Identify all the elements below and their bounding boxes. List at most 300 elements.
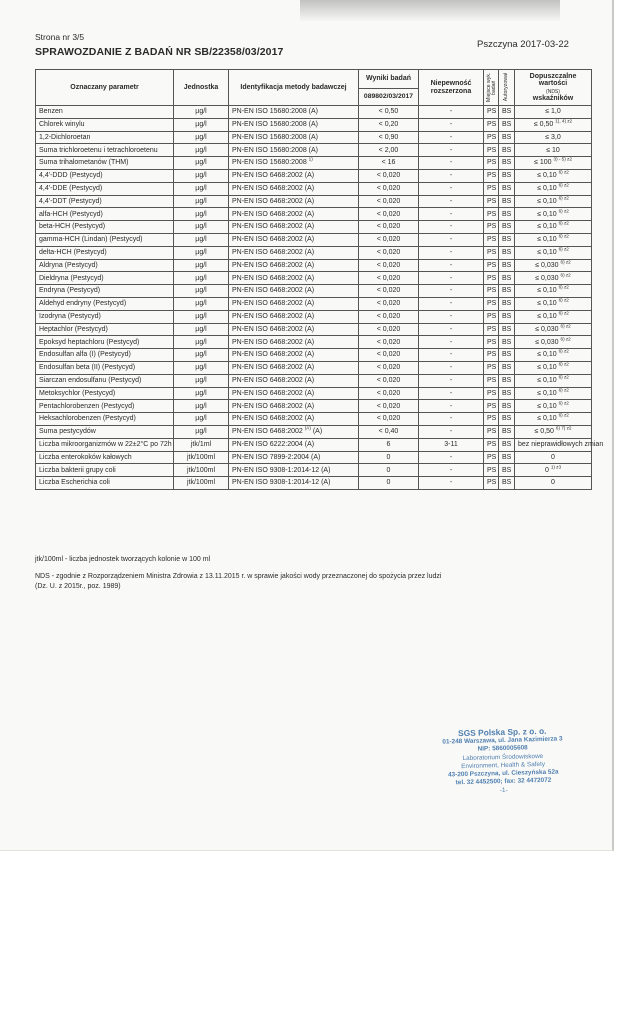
row-place-text: PS	[487, 248, 497, 256]
row-method	[229, 361, 359, 374]
row-auth	[499, 131, 515, 144]
row-nds-note: 6) z2	[560, 272, 571, 278]
row-auth	[499, 246, 515, 259]
row-param-text: gamma-HCH (Lindan) (Pestycyd)	[39, 236, 143, 244]
col-unit: Jednostka	[174, 70, 229, 106]
row-unit	[174, 425, 229, 438]
row-auth-text: BS	[502, 223, 512, 231]
row-unit	[174, 336, 229, 349]
row-nds	[515, 425, 592, 438]
row-auth	[499, 451, 515, 464]
col-auth	[499, 70, 515, 106]
table-row	[36, 323, 592, 336]
row-result	[359, 259, 419, 272]
row-param-text: 1,2-Dichloroetan	[39, 133, 91, 141]
table-row	[36, 413, 592, 426]
row-param	[36, 285, 174, 298]
row-nds	[515, 387, 592, 400]
report-title: SPRAWOZDANIE Z BADAŃ NR SB/22358/03/2017	[35, 46, 284, 58]
row-param	[36, 157, 174, 170]
row-nds	[515, 477, 592, 490]
row-nds-text: ≤ 0,10	[537, 415, 557, 423]
row-nds-note: 6) z2	[558, 246, 569, 252]
row-uncertainty	[419, 208, 484, 221]
row-auth-text: BS	[502, 133, 512, 141]
row-nds	[515, 310, 592, 323]
row-result-text: < 0,90	[378, 133, 399, 141]
row-uncertainty	[419, 259, 484, 272]
row-place	[484, 477, 499, 490]
row-uncertainty	[419, 106, 484, 119]
row-place	[484, 451, 499, 464]
row-result	[359, 131, 419, 144]
row-uncertainty-text: -	[449, 133, 453, 141]
row-uncertainty-text: -	[449, 428, 453, 436]
row-uncertainty-text: -	[449, 248, 453, 256]
table-row	[36, 438, 592, 451]
table-row	[36, 374, 592, 387]
col-parameter: Oznaczany parametr	[36, 70, 174, 106]
col-method: Identyfikacja metody badawczej	[229, 70, 359, 106]
row-result	[359, 451, 419, 464]
row-uncertainty-text: -	[449, 364, 453, 372]
row-unit-text: µg/l	[195, 223, 207, 231]
stamp-dept: Environment, Health & Safety	[461, 760, 546, 770]
row-unit	[174, 221, 229, 234]
row-nds-text: ≤ 0,10	[537, 223, 557, 231]
row-param	[36, 195, 174, 208]
table-row	[36, 208, 592, 221]
row-auth	[499, 259, 515, 272]
row-nds-note: 6) z2	[558, 400, 569, 406]
row-nds-text: ≤ 0,10	[537, 351, 557, 359]
row-auth	[499, 310, 515, 323]
row-unit	[174, 259, 229, 272]
row-method-text: PN-EN ISO 7899-2:2004 (A)	[232, 453, 321, 461]
row-place-text: PS	[487, 312, 497, 320]
row-unit	[174, 451, 229, 464]
row-auth	[499, 169, 515, 182]
row-result-text: < 0,020	[376, 248, 401, 256]
row-uncertainty	[419, 400, 484, 413]
row-nds-note: 6) 7) z2	[555, 425, 572, 431]
row-place-text: PS	[487, 389, 497, 397]
row-unit-text: µg/l	[195, 364, 207, 372]
row-unit-text: µg/l	[195, 312, 207, 320]
row-param-text: Liczba enterokoków kałowych	[39, 453, 132, 461]
row-auth-text: BS	[502, 248, 512, 256]
col-sample-id: 089802/03/2017	[359, 89, 419, 106]
row-place	[484, 195, 499, 208]
row-method	[229, 349, 359, 362]
table-row	[36, 118, 592, 131]
row-place-text: PS	[487, 376, 497, 384]
row-nds-text: ≤ 3,0	[545, 133, 561, 141]
row-nds	[515, 195, 592, 208]
row-unit	[174, 374, 229, 387]
row-result-text: 0	[386, 479, 391, 487]
row-uncertainty	[419, 233, 484, 246]
row-unit-text: µg/l	[195, 376, 207, 384]
row-method-text: PN-EN ISO 9308-1:2014-12 (A)	[232, 479, 331, 487]
table-row	[36, 349, 592, 362]
row-method-text: PN-EN ISO 6468:2002 (A)	[232, 172, 315, 180]
row-result-text: < 0,020	[376, 376, 401, 384]
row-uncertainty-text: -	[449, 338, 453, 346]
table-row	[36, 285, 592, 298]
row-param-text: Endryna (Pestycyd)	[39, 287, 101, 295]
row-auth	[499, 425, 515, 438]
row-method-text: PN-EN ISO 6468:2002 (A)	[232, 402, 315, 410]
row-auth-text: BS	[502, 108, 512, 116]
table-row	[36, 451, 592, 464]
row-result	[359, 310, 419, 323]
row-result	[359, 361, 419, 374]
row-unit	[174, 310, 229, 323]
row-nds	[515, 221, 592, 234]
row-place	[484, 131, 499, 144]
row-param	[36, 374, 174, 387]
row-nds	[515, 413, 592, 426]
row-uncertainty-text: -	[449, 197, 453, 205]
row-nds-note: 6) z2	[558, 361, 569, 367]
row-param	[36, 131, 174, 144]
row-auth-text: BS	[502, 351, 512, 359]
table-header-row	[36, 70, 592, 89]
page-number: Strona nr 3/5	[35, 32, 85, 42]
row-result-text: < 0,40	[378, 428, 399, 436]
row-method	[229, 400, 359, 413]
row-uncertainty	[419, 182, 484, 195]
row-auth	[499, 349, 515, 362]
row-auth	[499, 361, 515, 374]
row-method	[229, 323, 359, 336]
row-result	[359, 246, 419, 259]
row-param-text: alfa-HCH (Pestycyd)	[39, 210, 103, 218]
row-result	[359, 413, 419, 426]
row-nds-text: ≤ 0,10	[537, 300, 557, 308]
row-uncertainty	[419, 272, 484, 285]
row-param	[36, 272, 174, 285]
table-row	[36, 259, 592, 272]
row-result	[359, 374, 419, 387]
row-place	[484, 413, 499, 426]
row-place	[484, 221, 499, 234]
row-method-text: PN-EN ISO 6468:2002 (A)	[232, 210, 315, 218]
row-result-text: < 0,020	[376, 210, 401, 218]
row-nds-note: 6) z2	[558, 413, 569, 419]
row-result	[359, 297, 419, 310]
stamp-lab: Laboratorium Środowiskowe	[462, 752, 544, 762]
row-method	[229, 182, 359, 195]
row-unit-text: µg/l	[195, 338, 207, 346]
row-method-text: PN-EN ISO 6468:2002 (A)	[232, 197, 315, 205]
row-nds-note: 6) z2	[558, 221, 569, 227]
row-result	[359, 118, 419, 131]
row-method-text: PN-EN ISO 6468:2002 (A)	[232, 325, 315, 333]
footnote-nds-ref: (Dz. U. z 2015r., poz. 1989)	[35, 582, 121, 590]
row-uncertainty	[419, 323, 484, 336]
row-auth-text: BS	[502, 325, 512, 333]
row-unit	[174, 272, 229, 285]
row-unit	[174, 413, 229, 426]
row-method	[229, 387, 359, 400]
row-nds-note: 6) z2	[558, 233, 569, 239]
row-result-text: < 0,020	[376, 223, 401, 231]
row-result-text: < 0,020	[376, 185, 401, 192]
row-place-text: PS	[487, 172, 497, 180]
row-uncertainty-text: -	[449, 312, 453, 320]
row-param	[36, 336, 174, 349]
row-method	[229, 144, 359, 157]
row-nds	[515, 246, 592, 259]
row-place-text: PS	[487, 364, 497, 372]
row-param: Liczba mikroorganizmów w 22±2°C po 72h	[36, 438, 174, 451]
table-row	[36, 233, 592, 246]
row-method-text: PN-EN ISO 6468:2002 (A)	[232, 261, 315, 269]
row-auth-text: BS	[502, 146, 512, 154]
row-nds	[515, 118, 592, 131]
row-place-text: PS	[487, 185, 497, 192]
row-param	[36, 361, 174, 374]
row-result	[359, 285, 419, 298]
stamp-address: 01-248 Warszawa, ul. Jana Kazimierza 3	[442, 735, 563, 746]
row-result-text: 0	[386, 466, 391, 474]
row-nds	[515, 374, 592, 387]
row-result-text: < 0,020	[376, 415, 401, 423]
row-auth-text: BS	[502, 338, 512, 346]
row-nds	[515, 451, 592, 464]
table-row	[36, 144, 592, 157]
row-unit	[174, 118, 229, 131]
row-param-text: Metoksychlor (Pestycyd)	[39, 389, 116, 397]
row-method-note: 1)	[308, 157, 313, 163]
row-result	[359, 336, 419, 349]
row-place-text: PS	[487, 121, 497, 129]
results-table	[35, 69, 604, 490]
col-nds	[515, 70, 592, 106]
row-uncertainty	[419, 144, 484, 157]
row-result-text: < 0,020	[376, 197, 401, 205]
row-param	[36, 297, 174, 310]
row-unit-text: µg/l	[195, 146, 207, 154]
table-row	[36, 157, 592, 170]
row-uncertainty-text: -	[449, 146, 453, 154]
row-param	[36, 413, 174, 426]
row-method-text: PN-EN ISO 6468:2002 (A)	[232, 389, 315, 397]
row-nds-text: ≤ 0,10	[537, 185, 557, 192]
row-result-text: < 0,020	[376, 274, 401, 282]
row-result-text: < 0,020	[376, 325, 401, 333]
row-auth-text: BS	[502, 300, 512, 308]
row-method-text: PN-EN ISO 15680:2008	[232, 159, 307, 167]
row-place-text: PS	[487, 197, 497, 205]
row-place	[484, 144, 499, 157]
row-method	[229, 118, 359, 131]
row-method-suffix: (A)	[310, 428, 323, 436]
table-row	[36, 387, 592, 400]
row-unit-text: µg/l	[195, 133, 207, 141]
row-result-text: < 0,020	[376, 300, 401, 308]
row-unit-text: µg/l	[195, 197, 207, 205]
row-place-text: PS	[487, 210, 497, 218]
row-nds-note: 6) z2	[560, 323, 571, 329]
row-auth-text: BS	[502, 312, 512, 320]
row-uncertainty-text: -	[449, 453, 453, 461]
row-param-text: Epoksyd heptachloru (Pestycyd)	[39, 338, 140, 346]
row-place	[484, 169, 499, 182]
stamp-company-name: SGS Polska Sp. z o. o.	[457, 725, 547, 739]
row-result	[359, 195, 419, 208]
row-uncertainty-text: -	[449, 185, 453, 192]
row-uncertainty	[419, 349, 484, 362]
row-nds	[515, 361, 592, 374]
row-auth-text: BS	[502, 364, 512, 372]
row-param-text: beta-HCH (Pestycyd)	[39, 223, 106, 231]
row-param-text: Heptachlor (Pestycyd)	[39, 325, 108, 333]
row-auth	[499, 195, 515, 208]
row-param	[36, 387, 174, 400]
row-method	[229, 195, 359, 208]
row-auth	[499, 400, 515, 413]
row-uncertainty-text: -	[449, 172, 453, 180]
row-nds	[515, 464, 592, 477]
row-place	[484, 374, 499, 387]
row-param-text: Endosulfan alfa (I) (Pestycyd)	[39, 351, 131, 359]
row-nds-text: ≤ 100	[534, 159, 552, 167]
row-place-text: PS	[487, 453, 497, 461]
row-uncertainty	[419, 246, 484, 259]
row-unit	[174, 208, 229, 221]
row-auth-text: BS	[502, 428, 512, 436]
row-uncertainty	[419, 451, 484, 464]
row-auth-text: BS	[502, 159, 512, 167]
row-param-text: Izodryna (Pestycyd)	[39, 312, 101, 320]
row-nds-text: ≤ 0,030	[535, 338, 559, 346]
footnote-nds	[35, 572, 595, 592]
row-unit: jtk/1ml	[174, 438, 229, 451]
row-auth	[499, 323, 515, 336]
row-nds-text: ≤ 0,030	[535, 261, 559, 269]
row-place	[484, 297, 499, 310]
row-param-text: Aldryna (Pestycyd)	[39, 261, 98, 269]
row-uncertainty-text: -	[449, 376, 453, 384]
row-nds-note: 6) z2	[560, 336, 571, 342]
row-nds	[515, 208, 592, 221]
row-method-text: PN-EN ISO 6468:2002 (A)	[232, 376, 315, 384]
scan-shadow	[300, 0, 560, 22]
row-uncertainty-text: -	[449, 261, 453, 269]
row-method	[229, 221, 359, 234]
row-uncertainty	[419, 361, 484, 374]
row-unit	[174, 195, 229, 208]
row-result-text: < 0,020	[376, 236, 401, 244]
row-method-text: PN-EN ISO 15680:2008 (A)	[232, 121, 318, 129]
row-param	[36, 182, 174, 195]
row-unit	[174, 477, 229, 490]
row-place-text: PS	[487, 325, 497, 333]
row-result	[359, 464, 419, 477]
row-place-text: PS	[487, 428, 497, 436]
row-nds-note: 6) z2	[558, 195, 569, 201]
row-place	[484, 272, 499, 285]
row-place	[484, 387, 499, 400]
row-auth	[499, 182, 515, 195]
row-param-text: 4,4'-DDD (Pestycyd)	[39, 172, 103, 180]
row-result-text: < 0,020	[376, 364, 401, 372]
row-place-text: PS	[487, 300, 497, 308]
row-uncertainty	[419, 131, 484, 144]
row-param-text: Siarczan endosulfanu (Pestycyd)	[39, 376, 142, 384]
row-uncertainty	[419, 464, 484, 477]
row-method	[229, 336, 359, 349]
row-result	[359, 169, 419, 182]
row-auth	[499, 374, 515, 387]
table-body-micro	[36, 438, 604, 451]
row-param	[36, 464, 174, 477]
row-method	[229, 374, 359, 387]
table-body-bacteria	[36, 451, 592, 489]
row-uncertainty	[419, 195, 484, 208]
row-auth-text: BS	[502, 172, 512, 180]
table-row	[36, 106, 592, 119]
stamp-city: 43-200 Pszczyna, ul. Cieszyńska 52a	[448, 768, 559, 779]
row-place-text: PS	[487, 223, 497, 231]
row-unit-text: µg/l	[195, 287, 207, 295]
row-nds	[515, 272, 592, 285]
col-nds-line2: wskaźników	[532, 94, 574, 102]
row-nds-text: ≤ 0,50	[534, 428, 554, 436]
row-auth-text: BS	[502, 415, 512, 423]
row-unit-text: µg/l	[195, 121, 207, 129]
row-method	[229, 208, 359, 221]
row-nds-text: ≤ 0,030	[535, 274, 559, 282]
row-place-text: PS	[487, 466, 497, 474]
row-param	[36, 400, 174, 413]
row-unit	[174, 144, 229, 157]
row-unit-text: µg/l	[195, 274, 207, 282]
row-auth	[499, 208, 515, 221]
row-unit-text: µg/l	[195, 210, 207, 218]
row-unit-text: µg/l	[195, 236, 207, 244]
row-place-text: PS	[487, 133, 497, 141]
row-place-text: PS	[487, 261, 497, 269]
row-uncertainty-text: -	[449, 121, 453, 129]
row-param	[36, 323, 174, 336]
col-nds-line1: Dopuszczalne wartości	[529, 72, 577, 88]
row-nds-note: 3) - 5) z2	[553, 157, 572, 163]
row-nds	[515, 182, 592, 195]
row-unit	[174, 246, 229, 259]
row-nds-note: 6) z2	[558, 208, 569, 214]
row-method	[229, 131, 359, 144]
row-param-text: Chlorek winylu	[39, 121, 85, 129]
row-param	[36, 349, 174, 362]
col-results: Wyniki badań	[359, 70, 419, 89]
row-method-text: PN-EN ISO 6468:2002 (A)	[232, 312, 315, 320]
row-place	[484, 361, 499, 374]
row-place-text: PS	[487, 159, 497, 167]
row-place	[484, 118, 499, 131]
row-result	[359, 144, 419, 157]
row-result-text: < 0,020	[376, 351, 401, 359]
row-unit-text: µg/l	[195, 159, 207, 167]
row-unit-text: µg/l	[195, 185, 207, 192]
row-nds-note: 1), 4) z2	[555, 118, 573, 124]
row-place	[484, 246, 499, 259]
row-result-text: < 0,50	[378, 108, 399, 116]
row-param	[36, 221, 174, 234]
